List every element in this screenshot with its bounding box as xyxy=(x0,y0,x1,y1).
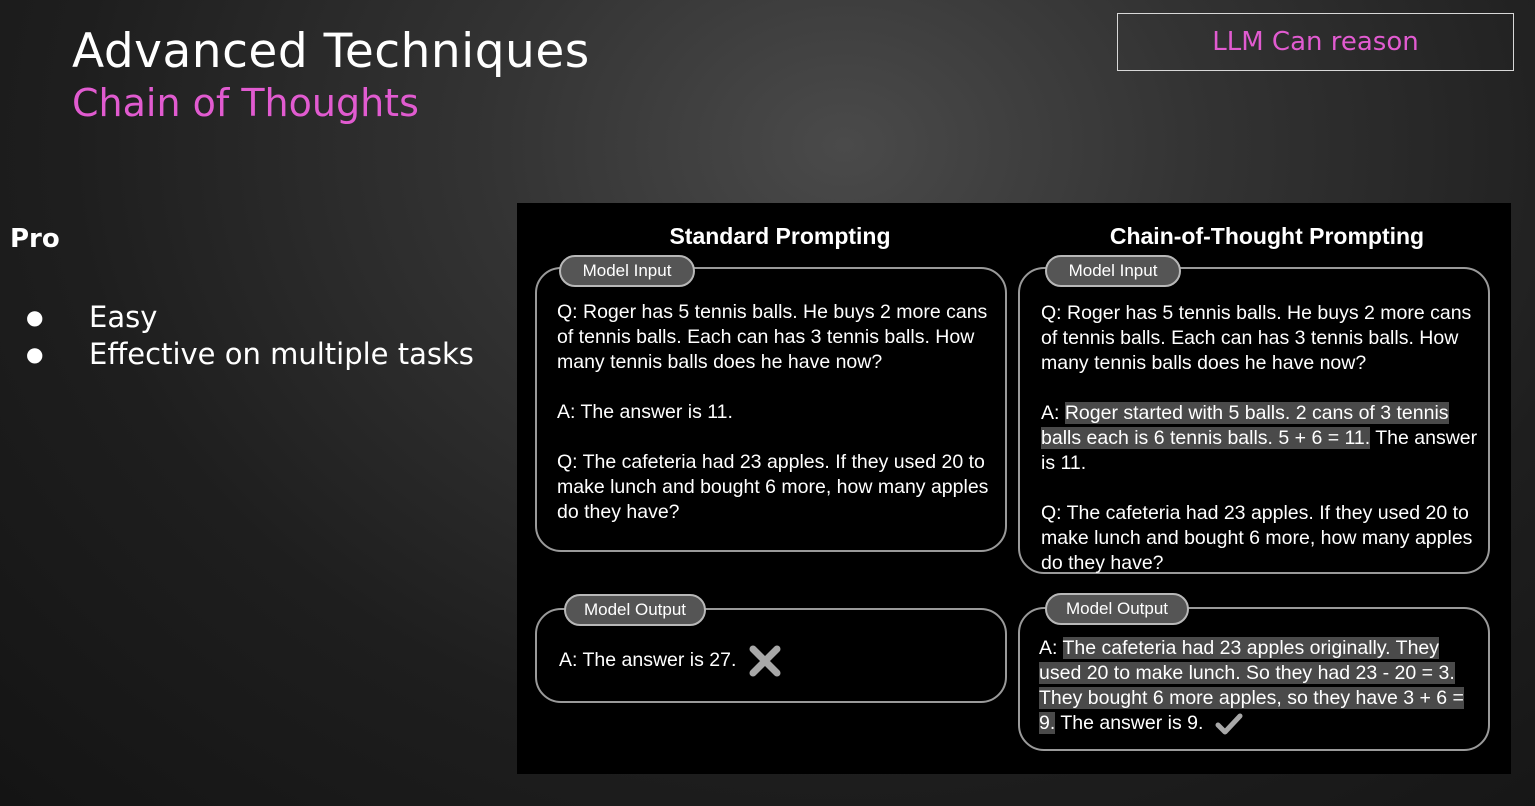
cot-q1: Q: Roger has 5 tennis balls. He buys 2 more cans of tennis balls. Each can has 3 tennis balls. How many tennis balls does he have now? xyxy=(1041,302,1472,374)
cot-q2: Q: The cafeteria had 23 apples. If they used 20 to make lunch and bought 6 more, how many apples do they have? xyxy=(1041,502,1473,574)
standard-prompting-heading: Standard Prompting xyxy=(669,223,891,249)
slide-title: Advanced Techniques xyxy=(72,24,590,79)
cot-a1 xyxy=(1041,401,1481,476)
standard-q2: Q: The cafeteria had 23 apples. If they used 20 to make lunch and bought 6 more, how many apples do they have? xyxy=(557,451,989,523)
standard-input-label: Model Input xyxy=(559,255,695,287)
bullet-dot-icon: ● xyxy=(26,341,44,366)
cot-output-reasoning-highlight: The cafeteria had 23 apples originally. They used 20 to make lunch. So they had 23 - 20 = 3. They bought 6 more apples, so they have 3 + 6 = 9. xyxy=(1039,637,1464,734)
cross-icon xyxy=(748,644,782,678)
bullet-item xyxy=(26,298,474,335)
slide-subtitle: Chain of Thoughts xyxy=(72,81,419,125)
pro-bullet-list xyxy=(26,298,474,372)
cot-prompting-heading: Chain-of-Thought Prompting xyxy=(1109,223,1425,249)
cot-output-answer: The answer is 9. xyxy=(1055,712,1204,734)
standard-a1: A: The answer is 11. xyxy=(557,401,733,423)
bullet-text: Effective on multiple tasks xyxy=(89,336,474,371)
bullet-dot-icon: ● xyxy=(26,304,44,329)
cot-a1-reasoning-highlight: Roger started with 5 balls. 2 cans of 3 tennis balls each is 6 tennis balls. 5 + 6 = 11. xyxy=(1041,402,1449,449)
prompting-comparison-figure xyxy=(517,203,1511,774)
standard-output-label: Model Output xyxy=(564,594,706,626)
cot-output-text xyxy=(1039,636,1479,736)
standard-output-text xyxy=(559,644,959,678)
standard-q1: Q: Roger has 5 tennis balls. He buys 2 more cans of tennis balls. Each can has 3 tennis balls. How many tennis balls does he have now? xyxy=(557,301,988,373)
standard-input-text xyxy=(557,300,997,525)
cot-input-label: Model Input xyxy=(1045,255,1181,287)
pro-heading: Pro xyxy=(10,224,60,254)
llm-can-reason-tag: LLM Can reason xyxy=(1117,13,1514,71)
cot-a1-prefix: A: xyxy=(1041,402,1065,424)
cot-output-prefix: A: xyxy=(1039,637,1063,659)
cot-output-label: Model Output xyxy=(1045,593,1189,625)
standard-output-answer: A: The answer is 27. xyxy=(559,649,737,672)
check-icon xyxy=(1215,712,1243,736)
bullet-item xyxy=(26,335,474,372)
cot-a1-answer: The answer is 11. xyxy=(1041,427,1478,474)
cot-input-text xyxy=(1041,301,1481,576)
bullet-text: Easy xyxy=(89,299,158,334)
